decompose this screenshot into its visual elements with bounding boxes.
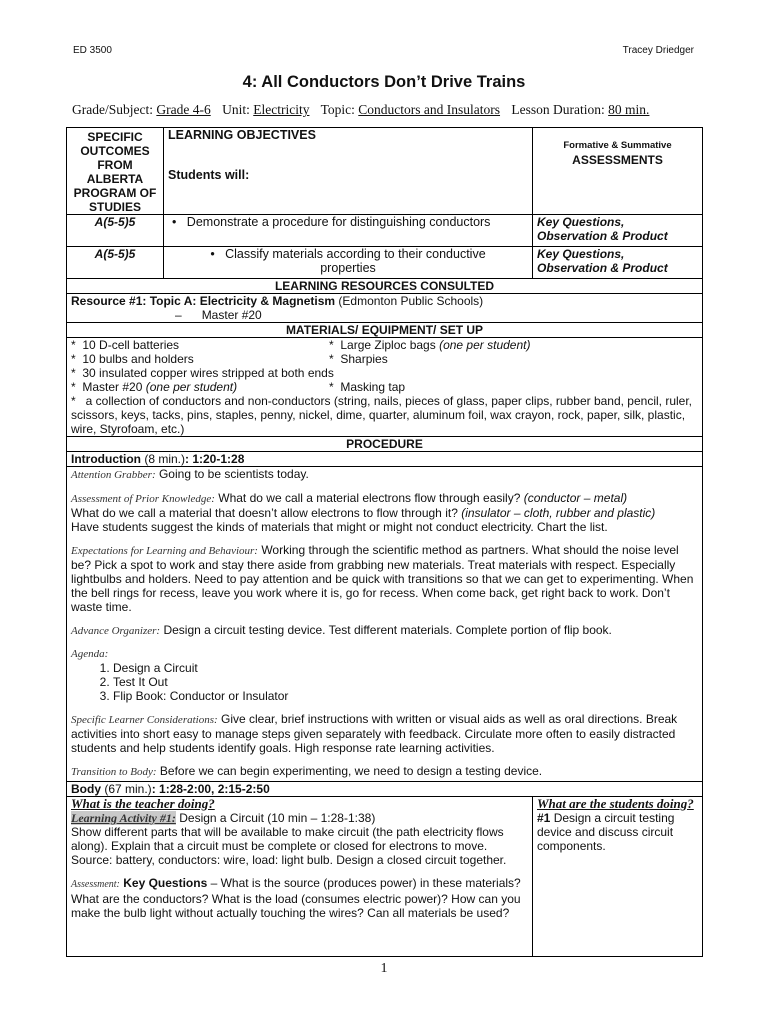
introduction-content xyxy=(67,467,703,782)
prior-knowledge: Assessment of Prior Knowledge: What do we call a material electrons flow through easily? (conductor – metal) What do we call a material that doesn’t allow electrons to flow through it? (insulator – cloth, rubber and plastic) Have students suggest the kinds of materials that might or might not conduct electricity. Chart the list. xyxy=(71,491,656,534)
agenda-item: 3. Flip Book: Conductor or Insulator xyxy=(113,689,698,703)
duration-value: 80 min. xyxy=(608,102,650,117)
agenda-item: 2. Test It Out xyxy=(113,675,698,689)
material-item: 10 D-cell batteries xyxy=(82,338,180,352)
agenda-label: Agenda: xyxy=(71,648,109,660)
resource-title: Resource #1: Topic A: Electricity & Magnetism xyxy=(71,294,336,308)
lesson-plan-table xyxy=(66,127,703,957)
transition: Transition to Body: Before we can begin experimenting, we need to design a testing device. xyxy=(71,764,543,778)
students-heading: What are the students doing? xyxy=(537,796,694,811)
objectives-header xyxy=(164,128,533,215)
learner-considerations: Specific Learner Considerations: Give clear, brief instructions with written or visual aids as well as oral directions. Break activities into short easy to manage steps given separately with feedback. Circulate more often to easily distracted students and help students identify goals. High response rate learning activities. xyxy=(71,712,678,755)
objective-text: • Classify materials according to their conductive properties xyxy=(164,247,533,279)
material-item: 10 bulbs and holders xyxy=(82,352,194,366)
page-number: 1 xyxy=(380,961,388,976)
activity-description: Show different parts that will be available to make circuit (the path electricity flows along). Explain that a circuit must be complete or closed for electrons to move. Source: battery, conductors: wire, load: light bulb. Design a closed circuit together. xyxy=(71,825,507,867)
resources-row xyxy=(67,294,703,323)
teacher-column xyxy=(67,797,533,957)
teacher-heading: What is the teacher doing? xyxy=(71,796,215,811)
grade-label: Grade/Subject: xyxy=(72,102,153,117)
introduction-content-row xyxy=(67,467,703,782)
assessments-header xyxy=(533,128,703,215)
attention-grabber: Attention Grabber: Going to be scientists today. xyxy=(71,467,309,481)
advance-organizer: Advance Organizer: Design a circuit testing device. Test different materials. Complete portion of flip book. xyxy=(71,623,612,637)
material-item: 30 insulated copper wires stripped at both ends xyxy=(82,366,334,380)
objective-text: • Demonstrate a procedure for distinguishing conductors xyxy=(164,215,533,247)
unit-label: Unit: xyxy=(222,102,250,117)
assessments-subtitle: Formative & Summative xyxy=(563,140,672,151)
activity-assessment: Assessment: Key Questions – What is the source (produces power) in these materials? What are the conductors? What is the load (consumes electric power)? How can you make the bulb light without actually touching the wires? Can all materials be used? xyxy=(71,876,521,920)
agenda-item: 1. Design a Circuit xyxy=(113,661,698,675)
student-activity: #1 Design a circuit testing device and discuss circuit components. xyxy=(537,811,675,853)
body-heading: Body (67 min.): 1:28-2:00, 2:15-2:50 xyxy=(67,782,703,797)
resources-heading: LEARNING RESOURCES CONSULTED xyxy=(67,279,703,294)
author-name: Tracey Driedger xyxy=(622,45,694,56)
students-column xyxy=(533,797,703,957)
assessments-title: ASSESSMENTS xyxy=(572,153,663,167)
course-code: ED 3500 xyxy=(73,45,112,56)
topic-value: Conductors and Insulators xyxy=(358,102,501,117)
grade-line xyxy=(72,102,698,118)
materials-row xyxy=(67,338,703,437)
material-item: Master #20 xyxy=(82,380,146,394)
unit-value: Electricity xyxy=(253,102,310,117)
lesson-title: 4: All Conductors Don’t Drive Trains xyxy=(242,73,526,91)
material-item: Sharpies xyxy=(340,352,388,366)
objective-row xyxy=(67,247,703,279)
objective-row xyxy=(67,215,703,247)
procedure-heading: PROCEDURE xyxy=(67,437,703,452)
introduction-row xyxy=(67,452,703,467)
materials-heading: MATERIALS/ EQUIPMENT/ SET UP xyxy=(67,323,703,338)
body-content-row xyxy=(67,797,703,957)
material-item: Large Ziploc bags xyxy=(340,338,440,352)
grade-value: Grade 4-6 xyxy=(156,102,211,117)
objectives-title: LEARNING OBJECTIVES xyxy=(168,128,316,142)
materials-heading-row xyxy=(67,323,703,338)
resource-source: (Edmonton Public Schools) xyxy=(335,294,484,308)
outcome-code: A(5-5)5 xyxy=(67,215,164,247)
topic-label: Topic: xyxy=(320,102,355,117)
material-item: Masking tap xyxy=(340,380,406,394)
objective-assessment: Key Questions, Observation & Product xyxy=(533,247,703,279)
body-row xyxy=(67,782,703,797)
agenda xyxy=(71,647,698,703)
outcomes-header: SPECIFIC OUTCOMES FROM ALBERTA PROGRAM OF STUDIES xyxy=(67,128,164,215)
expectations: Expectations for Learning and Behaviour: Working through the scientific method as partners. What should the noise level be? Pick a spot to work and stay there aside from grabbing new materials. Treat materials with respect. Especially lightbulbs and holders. Need to pay attention and be quick with transitions so that we can get to experimenting. When the bell rings for recess, leave you work where it is, go for recess. When come back, get right back to work. Don’t waste time. xyxy=(71,543,694,614)
activity-title: Learning Activity #1: Design a Circuit (10 min – 1:28-1:38) xyxy=(71,811,376,825)
introduction-heading: Introduction (8 min.): 1:20-1:28 xyxy=(67,452,703,467)
materials-list: * 10 D-cell batteries * Large Ziploc bags (one per student) * 10 bulbs and holders * Sharpies * 30 insulated copper wires stripped at both ends * Master #20 (one per student) * Masking tap * a collection of conductors and non-conductors (string, nails, pieces of glass, paper clips, rubber band, pencil, ruler, scissors, keys, tacks, pins, staples, penny, nickel, dime, quarter, aluminum foil, wax crayon, rock, paper, silk, plastic, wire, Styrofoam, etc.) xyxy=(67,338,703,437)
objective-assessment: Key Questions, Observation & Product xyxy=(533,215,703,247)
material-collection: a collection of conductors and non-conductors (string, nails, pieces of glass, paper clips, rubber band, pencil, ruler, scissors, keys, tacks, pins, staples, penny, nickel, dime, quarter, aluminum foil, wax crayon, rock, paper, silk, plastic, wire, Styrofoam, etc.) xyxy=(71,394,693,436)
students-will: Students will: xyxy=(168,168,250,182)
resource-sub: Master #20 xyxy=(201,308,262,322)
objectives-header-row xyxy=(67,128,703,215)
duration-label: Lesson Duration: xyxy=(511,102,605,117)
resources-heading-row xyxy=(67,279,703,294)
procedure-heading-row xyxy=(67,437,703,452)
resources-list: Resource #1: Topic A: Electricity & Magnetism (Edmonton Public Schools) – Master #20 xyxy=(67,294,703,323)
outcome-code: A(5-5)5 xyxy=(67,247,164,279)
